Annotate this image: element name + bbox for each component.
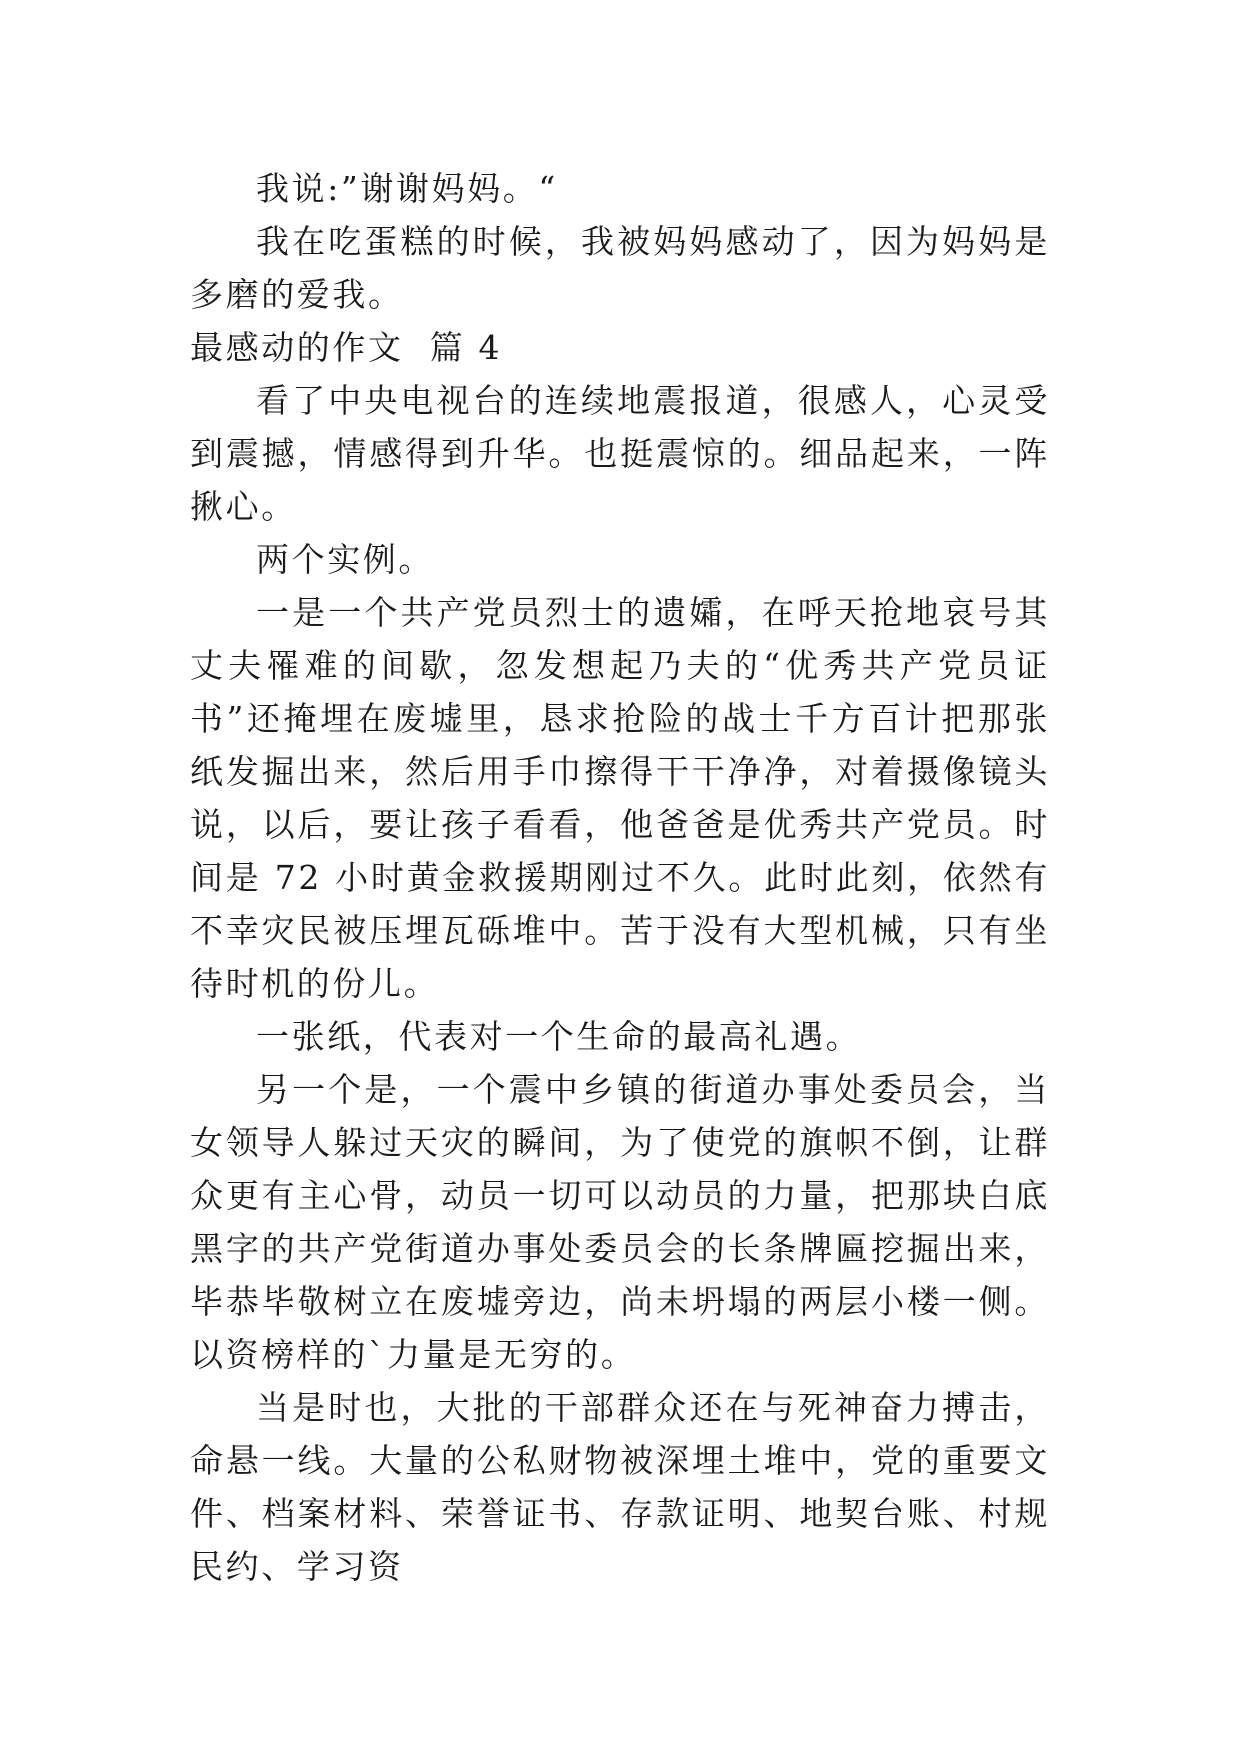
- section-heading: 最感动的作文 篇 4: [190, 328, 503, 367]
- document-body: [190, 162, 1050, 1593]
- paragraph: 我说:”谢谢妈妈。“: [256, 169, 558, 208]
- paragraph: 两个实例。: [256, 540, 434, 579]
- paragraph: 看了中央电视台的连续地震报道，很感人，心灵受到震撼，情感得到升华。也挺震惊的。细品起来，一阵揪心。: [190, 381, 1050, 526]
- paragraph: 一是一个共产党员烈士的遗孀，在呼天抢地哀号其丈夫罹难的间歇，忽发想起乃夫的“优秀共产党员证书”还掩埋在废墟里，恳求抢险的战士千方百计把那张纸发掘出来，然后用手巾擦得干干净净，对着摄像镜头说，以后，要让孩子看看，他爸爸是优秀共产党员。时间是 72 小时黄金救援期刚过不久。此时此刻，依然有不幸灾民被压埋瓦砾堆中。苦于没有大型机械，只有坐待时机的份儿。: [190, 593, 1050, 1003]
- paragraph: 另一个是，一个震中乡镇的街道办事处委员会，当女领导人躲过天灾的瞬间，为了使党的旗帜不倒，让群众更有主心骨，动员一切可以动员的力量，把那块白底黑字的共产党街道办事处委员会的长条牌匾挖掘出来，毕恭毕敬树立在废墟旁边，尚未坍塌的两层小楼一侧。以资榜样的`力量是无穷的。: [190, 1070, 1050, 1374]
- paragraph: 我在吃蛋糕的时候，我被妈妈感动了，因为妈妈是多磨的爱我。: [190, 222, 1050, 314]
- paragraph: 一张纸，代表对一个生命的最高礼遇。: [256, 1017, 862, 1056]
- paragraph: 当是时也，大批的干部群众还在与死神奋力搏击，命悬一线。大量的公私财物被深埋土堆中，党的重要文件、档案材料、荣誉证书、存款证明、地契台账、村规民约、学习资: [190, 1388, 1050, 1586]
